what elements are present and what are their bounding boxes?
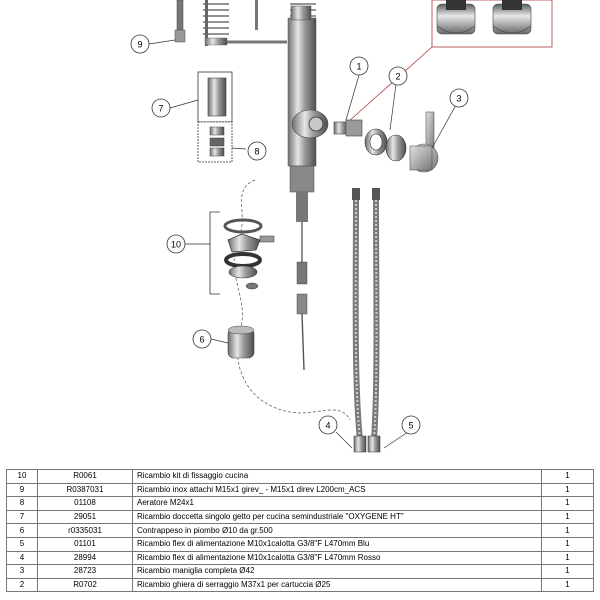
callout-3 bbox=[450, 89, 468, 107]
part-6-counterweight bbox=[228, 326, 254, 358]
parts-row bbox=[7, 470, 594, 484]
part-position: 4 bbox=[7, 551, 38, 565]
part-position: 2 bbox=[7, 578, 38, 592]
part-9-flexible-tube bbox=[175, 0, 185, 42]
part-position: 3 bbox=[7, 565, 38, 579]
hose-routing-line bbox=[234, 180, 350, 420]
svg-text:3: 3 bbox=[456, 93, 462, 104]
part-description: Ricambio flex di alimentazione M10x1calotta G3/8"F L470mm Rosso bbox=[133, 551, 542, 565]
callout-6 bbox=[193, 330, 211, 348]
part-code: r0335031 bbox=[38, 524, 133, 538]
part-code: 29051 bbox=[38, 510, 133, 524]
parts-row bbox=[7, 578, 594, 592]
part-quantity: 1 bbox=[542, 483, 594, 497]
part-description: Aeratore M24x1 bbox=[133, 497, 542, 511]
part-description: Ricambio doccetta singolo getto per cucina semindustriale "OXYGENE HT" bbox=[133, 510, 542, 524]
part-quantity: 1 bbox=[542, 497, 594, 511]
part-position: 8 bbox=[7, 497, 38, 511]
part-quantity: 1 bbox=[542, 470, 594, 484]
part-code: 01101 bbox=[38, 537, 133, 551]
parts-row bbox=[7, 565, 594, 579]
part-position: 5 bbox=[7, 537, 38, 551]
callout-5 bbox=[402, 416, 420, 434]
faucet-body bbox=[203, 0, 328, 370]
part-2-ring-nut bbox=[365, 129, 406, 161]
part-4-5-supply-hoses bbox=[352, 188, 380, 452]
part-position: 6 bbox=[7, 524, 38, 538]
part-7-spray-head bbox=[198, 72, 232, 122]
svg-text:7: 7 bbox=[158, 103, 164, 114]
parts-row bbox=[7, 537, 594, 551]
part-description: Ricambio ghiera di serraggio M37x1 per cartuccia Ø25 bbox=[133, 578, 542, 592]
callout-2 bbox=[389, 67, 407, 85]
part-description: Ricambio maniglia completa Ø42 bbox=[133, 565, 542, 579]
part-code: 01108 bbox=[38, 497, 133, 511]
part-description: Ricambio kit di fissaggio cucina bbox=[133, 470, 542, 484]
parts-row bbox=[7, 551, 594, 565]
parts-row bbox=[7, 510, 594, 524]
callout-10 bbox=[167, 235, 185, 253]
part-position: 7 bbox=[7, 510, 38, 524]
part-quantity: 1 bbox=[542, 537, 594, 551]
part-3-handle bbox=[410, 112, 438, 172]
part-code: R0061 bbox=[38, 470, 133, 484]
part-code: 28723 bbox=[38, 565, 133, 579]
part-description: Contrappeso in piombo Ø10 da gr.500 bbox=[133, 524, 542, 538]
svg-text:6: 6 bbox=[199, 334, 205, 345]
svg-text:1: 1 bbox=[356, 61, 362, 72]
part-1-cartridge bbox=[334, 120, 362, 136]
part-8-aerator bbox=[198, 122, 232, 162]
part-position: 9 bbox=[7, 483, 38, 497]
callout-8 bbox=[248, 142, 266, 160]
part-description: Ricambio flex di alimentazione M10x1calotta G3/8"F L470mm Blu bbox=[133, 537, 542, 551]
callout-9 bbox=[131, 35, 149, 53]
svg-text:8: 8 bbox=[254, 146, 260, 157]
parts-row bbox=[7, 524, 594, 538]
part-quantity: 1 bbox=[542, 565, 594, 579]
callout-4 bbox=[319, 416, 337, 434]
svg-text:9: 9 bbox=[137, 39, 143, 50]
part-quantity: 1 bbox=[542, 578, 594, 592]
svg-text:4: 4 bbox=[325, 420, 331, 431]
svg-text:5: 5 bbox=[408, 420, 414, 431]
parts-row bbox=[7, 497, 594, 511]
cartridge-image-right bbox=[493, 0, 531, 34]
part-quantity: 1 bbox=[542, 524, 594, 538]
part-quantity: 1 bbox=[542, 510, 594, 524]
callout-1 bbox=[350, 57, 368, 75]
part-position: 10 bbox=[7, 470, 38, 484]
callout-7 bbox=[152, 99, 170, 117]
svg-text:10: 10 bbox=[170, 239, 182, 250]
parts-list-body bbox=[7, 470, 594, 592]
parts-list-table bbox=[6, 469, 594, 592]
parts-row bbox=[7, 483, 594, 497]
part-description: Ricambio inox attachi M15x1 girev_ - M15x1 direv L200cm_ACS bbox=[133, 483, 542, 497]
part-quantity: 1 bbox=[542, 551, 594, 565]
cartridge-image-left bbox=[437, 0, 475, 34]
part-code: 28994 bbox=[38, 551, 133, 565]
svg-text:2: 2 bbox=[395, 71, 401, 82]
part-code: R0702 bbox=[38, 578, 133, 592]
cartridge-detail-box bbox=[348, 0, 552, 122]
part-code: R0387031 bbox=[38, 483, 133, 497]
